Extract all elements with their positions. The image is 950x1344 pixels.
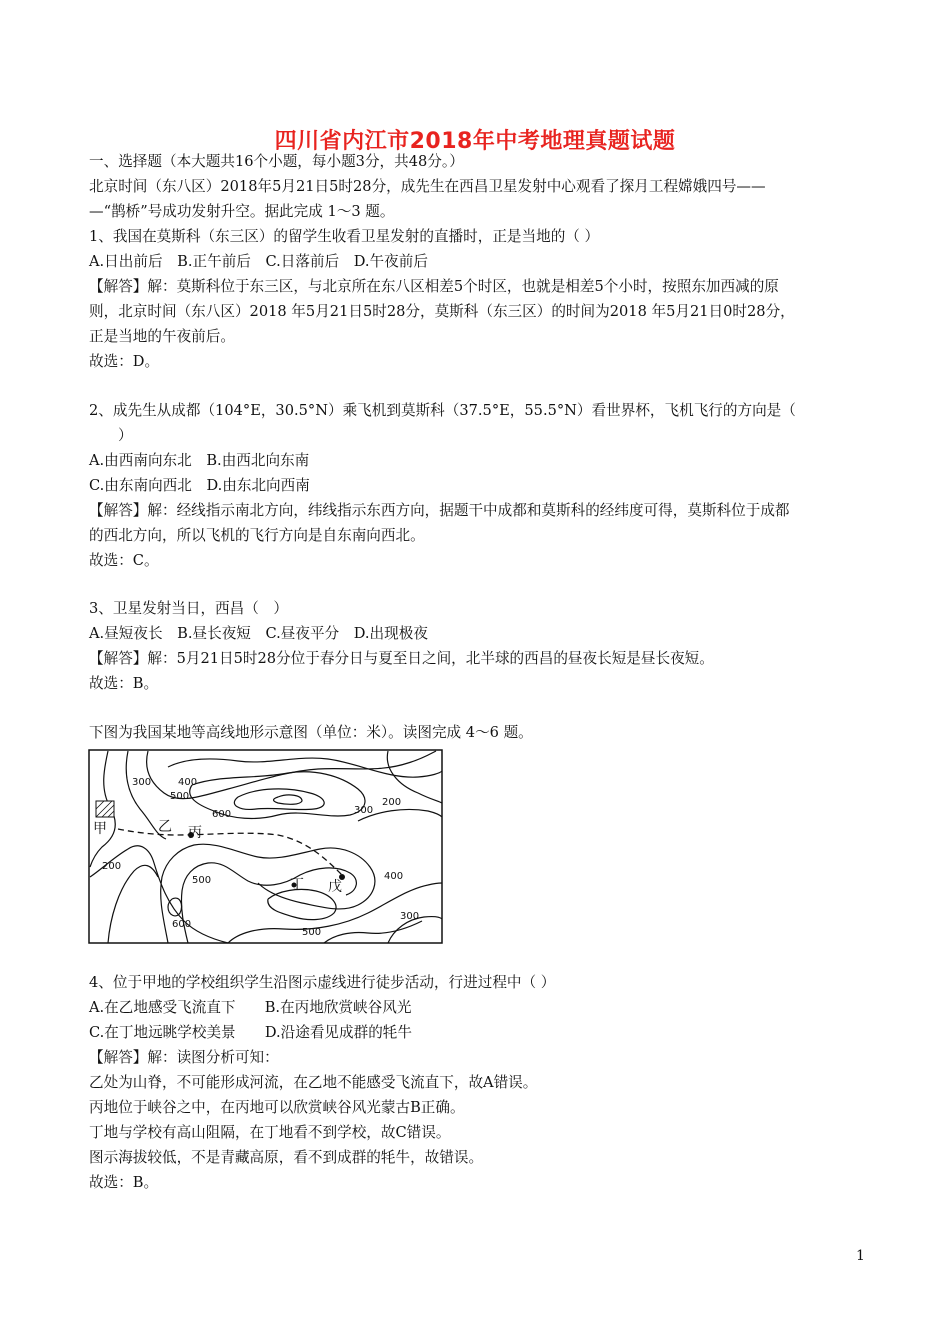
question-2-options: C.由东南向西北 D.由东北向西南 (89, 477, 310, 494)
question-2-bracket: ） (118, 427, 133, 444)
question-1-options: A.日出前后 B.正午前后 C.日落前后 D.午夜前后 (89, 253, 428, 270)
answer-line: 图示海拔较低，不是青藏高原，看不到成群的牦牛，故错误。 (89, 1149, 484, 1166)
contour-map (88, 749, 444, 945)
answer-choice: 故选：B。 (89, 675, 159, 692)
section-heading: 一、选择题（本大题共16个小题，每小题3分，共48分。） (89, 153, 464, 170)
answer-line: 【解答】解：读图分析可知： (89, 1049, 279, 1066)
contour-label: 300 (132, 777, 152, 788)
contour-label: 600 (172, 919, 192, 930)
answer-choice: 故选：D。 (89, 353, 160, 370)
answer-line: 丁地与学校有高山阻隔，在丁地看不到学校，故C错误。 (89, 1124, 451, 1141)
contour-label: 200 (102, 861, 122, 872)
answer-line: 则，北京时间（东八区）2018 年5月21日5时28分，莫斯科（东三区）的时间为2018 年5月21日0时28分， (89, 303, 795, 320)
answer-line: 的西北方向，所以飞机的飞行方向是自东南向西北。 (89, 527, 425, 544)
figure-intro: 下图为我国某地等高线地形示意图（单位：米）。读图完成 4～6 题。 (89, 724, 533, 741)
answer-choice: 故选：B。 (89, 1174, 159, 1191)
question-1: 1、我国在莫斯科（东三区）的留学生收看卫星发射的直播时，正是当地的（ ） (89, 228, 600, 245)
answer-line: 【解答】解：经线指示南北方向，纬线指示东西方向，据题干中成都和莫斯科的经纬度可得，莫斯科位于成都 (89, 502, 790, 519)
answer-line: 丙地位于峡谷之中，在丙地可以欣赏峡谷风光蒙古B正确。 (89, 1099, 465, 1116)
contour-label: 300 (354, 805, 374, 816)
contour-label: 600 (212, 809, 232, 820)
contour-label: 500 (302, 927, 322, 938)
answer-line: 正是当地的午夜前后。 (89, 328, 235, 345)
contour-label: 500 (170, 791, 190, 802)
place-label-jia: 甲 (93, 821, 107, 837)
contour-label: 300 (400, 911, 420, 922)
question-3: 3、卫星发射当日，西昌（ ） (89, 600, 289, 617)
answer-line: 【解答】解：5月21日5时28分位于春分日与夏至日之间，北半球的西昌的昼夜长短是昼长夜短。 (89, 650, 714, 667)
answer-choice: 故选：C。 (89, 552, 159, 569)
contour-label: 500 (192, 875, 212, 886)
paragraph-line: —“鹊桥”号成功发射升空。据此完成 1～3 题。 (89, 203, 395, 220)
answer-line: 乙处为山脊，不可能形成河流，在乙地不能感受飞流直下，故A错误。 (89, 1074, 538, 1091)
contour-label: 400 (178, 777, 198, 788)
question-3-options: A.昼短夜长 B.昼长夜短 C.昼夜平分 D.出现极夜 (89, 625, 428, 642)
question-4: 4、位于甲地的学校组织学生沿图示虚线进行徒步活动，行进过程中（ ） (89, 974, 556, 991)
place-label-ding: 丁 (290, 877, 304, 893)
contour-label: 400 (384, 871, 404, 882)
page-number: 1 (856, 1248, 865, 1264)
question-4-options: C.在丁地远眺学校美景 D.沿途看见成群的牦牛 (89, 1024, 412, 1041)
contour-label: 200 (382, 797, 402, 808)
question-2: 2、成先生从成都（104°E，30.5°N）乘飞机到莫斯科（37.5°E，55.5°N）看世界杯，飞机飞行的方向是（ (89, 402, 796, 419)
question-4-options: A.在乙地感受飞流直下 B.在丙地欣赏峡谷风光 (89, 999, 412, 1016)
place-label-yi: 乙 (158, 819, 172, 835)
paragraph-line: 北京时间（东八区）2018年5月21日5时28分，成先生在西昌卫星发射中心观看了探月工程嫦娥四号—— (89, 178, 766, 195)
place-label-bing: 丙 (188, 825, 202, 841)
place-label-wu: 戊 (328, 879, 342, 895)
page-title: 四川省内江市2018年中考地理真题试题 (274, 129, 676, 154)
question-2-options: A.由西南向东北 B.由西北向东南 (89, 452, 310, 469)
answer-line: 【解答】解：莫斯科位于东三区，与北京所在东八区相差5个时区，也就是相差5个小时，按照东加西减的原 (89, 278, 779, 295)
